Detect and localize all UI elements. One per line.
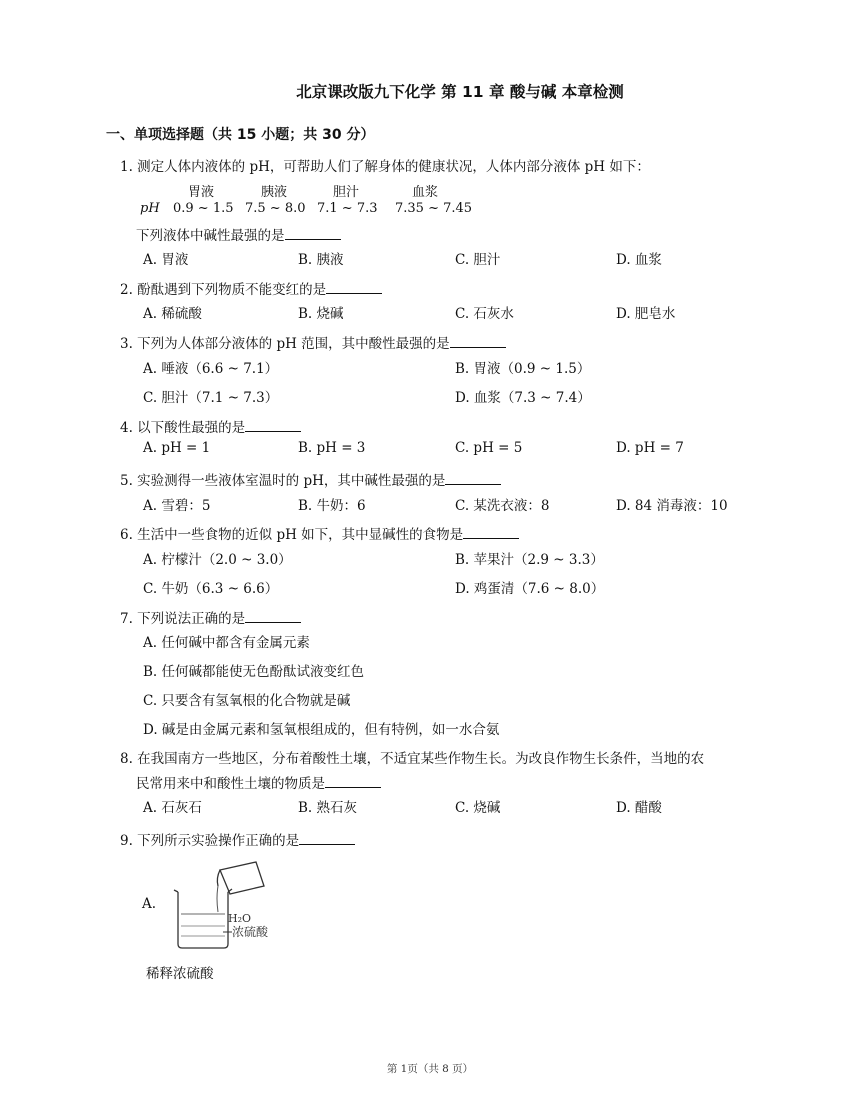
section-heading: 一、单项选择题（共 15 小题；共 30 分） — [106, 127, 375, 143]
figure-caption: 稀释浓硫酸 — [146, 966, 214, 982]
q6-option-a[interactable]: A. 柠檬汁（2.0 ~ 3.0） — [143, 552, 292, 568]
ph-val-2: 7.5 ~ 8.0 — [245, 201, 306, 216]
ph-val-1: 0.9 ~ 1.5 — [173, 201, 234, 216]
q7-option-c[interactable]: C. 只要含有氢氧根的化合物就是碱 — [143, 693, 351, 709]
beaker-icon — [174, 889, 232, 948]
question-7-stem: 7. 下列说法正确的是 — [120, 607, 301, 627]
page-footer: 第 1页（共 8 页） — [386, 1063, 474, 1075]
liquid-stream — [217, 886, 218, 912]
question-1-sub: 下列液体中碱性最强的是 — [136, 224, 341, 244]
q6-option-d[interactable]: D. 鸡蛋清（7.6 ~ 8.0） — [455, 581, 605, 597]
ph-col-4: 血浆 — [412, 185, 439, 200]
q2-option-a[interactable]: A. 稀硫酸 — [143, 306, 202, 322]
ph-col-1: 胃液 — [188, 185, 215, 200]
question-4-stem: 4. 以下酸性最强的是 — [120, 416, 301, 436]
q6-option-b[interactable]: B. 苹果汁（2.9 ~ 3.3） — [455, 552, 604, 568]
q4-option-a[interactable]: A. pH = 1 — [143, 440, 211, 456]
q1-option-d[interactable]: D. 血浆 — [616, 252, 662, 268]
answer-blank[interactable] — [463, 526, 519, 539]
q2-option-b[interactable]: B. 烧碱 — [298, 306, 344, 322]
dilution-figure — [168, 856, 288, 952]
q2-option-d[interactable]: D. 肥皂水 — [616, 306, 676, 322]
q6-option-c[interactable]: C. 牛奶（6.3 ~ 6.6） — [143, 581, 279, 597]
q3-option-c[interactable]: C. 胆汁（7.1 ~ 7.3） — [143, 390, 279, 406]
q1-option-b[interactable]: B. 胰液 — [298, 252, 344, 268]
q5-option-a[interactable]: A. 雪碧：5 — [143, 498, 211, 514]
q8-option-b[interactable]: B. 熟石灰 — [298, 800, 358, 816]
ph-row-label: pH — [140, 201, 160, 216]
q8-option-d[interactable]: D. 醋酸 — [616, 800, 662, 816]
q4-option-c[interactable]: C. pH = 5 — [455, 440, 523, 456]
figure-label-h2o: H₂O — [228, 912, 252, 925]
q8-option-a[interactable]: A. 石灰石 — [143, 800, 202, 816]
answer-blank[interactable] — [445, 472, 501, 485]
q4-option-d[interactable]: D. pH = 7 — [616, 440, 684, 456]
q7-option-b[interactable]: B. 任何碱都能使无色酚酞试液变红色 — [143, 664, 365, 680]
q9-option-a-label[interactable]: A. — [142, 896, 157, 912]
question-2-stem: 2. 酚酞遇到下列物质不能变红的是 — [120, 278, 382, 298]
q5-option-d[interactable]: D. 84 消毒液：10 — [616, 498, 728, 514]
ph-val-3: 7.1 ~ 7.3 — [317, 201, 378, 216]
question-8-stem-line2: 民常用来中和酸性土壤的物质是 — [136, 772, 381, 792]
answer-blank[interactable] — [245, 610, 301, 623]
q3-option-d[interactable]: D. 血浆（7.3 ~ 7.4） — [455, 390, 591, 406]
answer-blank[interactable] — [325, 775, 381, 788]
q5-option-c[interactable]: C. 某洗衣液：8 — [455, 498, 550, 514]
ph-col-2: 胰液 — [261, 185, 288, 200]
page-title: 北京课改版九下化学 第 11 章 酸与碱 本章检测 — [296, 83, 624, 101]
question-3-stem: 3. 下列为人体部分液体的 pH 范围，其中酸性最强的是 — [120, 332, 506, 352]
figure-label-acid: 浓硫酸 — [232, 925, 269, 939]
question-1-stem: 1. 测定人体内液体的 pH，可帮助人们了解身体的健康状况，人体内部分液体 pH 如下： — [120, 159, 650, 175]
q4-option-b[interactable]: B. pH = 3 — [298, 440, 366, 456]
answer-blank[interactable] — [245, 419, 301, 432]
q3-option-a[interactable]: A. 唾液（6.6 ~ 7.1） — [143, 361, 279, 377]
answer-blank[interactable] — [285, 227, 341, 240]
answer-blank[interactable] — [299, 832, 355, 845]
q3-option-b[interactable]: B. 胃液（0.9 ~ 1.5） — [455, 361, 591, 377]
pouring-cup-icon — [217, 862, 264, 894]
ph-val-4: 7.35 ~ 7.45 — [395, 201, 473, 216]
q7-option-a[interactable]: A. 任何碱中都含有金属元素 — [143, 635, 310, 651]
q8-option-c[interactable]: C. 烧碱 — [455, 800, 501, 816]
question-9-stem: 9. 下列所示实验操作正确的是 — [120, 829, 355, 849]
q7-option-d[interactable]: D. 碱是由金属元素和氢氧根组成的，但有特例，如一水合氨 — [143, 722, 500, 738]
q5-option-b[interactable]: B. 牛奶：6 — [298, 498, 366, 514]
answer-blank[interactable] — [450, 335, 506, 348]
question-5-stem: 5. 实验测得一些液体室温时的 pH，其中碱性最强的是 — [120, 469, 501, 489]
q1-option-c[interactable]: C. 胆汁 — [455, 252, 501, 268]
question-6-stem: 6. 生活中一些食物的近似 pH 如下，其中显碱性的食物是 — [120, 523, 519, 543]
q1-option-a[interactable]: A. 胃液 — [143, 252, 189, 268]
q2-option-c[interactable]: C. 石灰水 — [455, 306, 514, 322]
ph-col-3: 胆汁 — [333, 185, 360, 200]
answer-blank[interactable] — [326, 281, 382, 294]
question-8-stem-line1: 8. 在我国南方一些地区，分布着酸性土壤，不适宜某些作物生长。为改良作物生长条件，当地的农 — [120, 751, 705, 767]
